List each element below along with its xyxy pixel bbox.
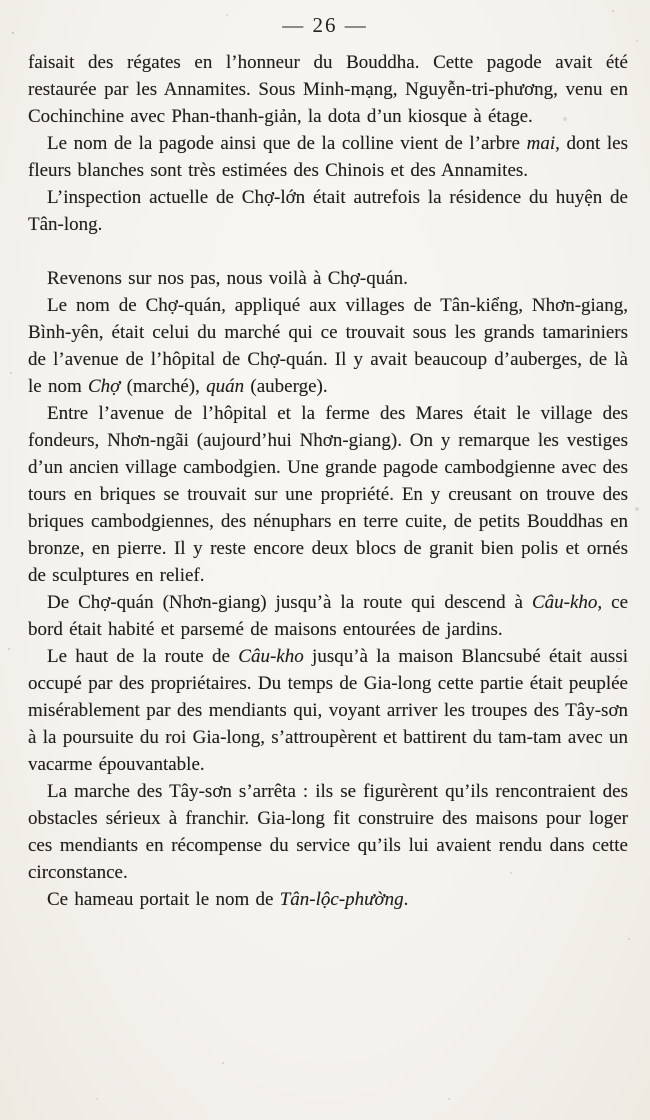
paragraph-4: [28, 265, 628, 292]
text-run: L’inspection actuelle de Chợ-lớn était autrefois la résidence du huyện de Tân-long.: [28, 187, 628, 235]
text-run: ce bord était habité et parsemé de maisons entourées de jardins.: [28, 592, 628, 640]
term-tan-loc-phuong: Tân-lộc-phường: [279, 889, 404, 910]
text-run: La marche des Tây-sơn s’arrêta : ils se figurèrent qu’ils rencontraient des obstacles sérieux à franchir. Gia-long fit construire des maisons pour loger ces mendiants en récompense du service qu’ils lui avaient rendu dans cette circonstance.: [28, 781, 628, 883]
text-run: De Chợ-quán (Nhơn-giang) jusqu’à la route qui descend à: [47, 592, 532, 613]
text-run: .: [403, 889, 409, 910]
paragraph-7: [28, 589, 628, 643]
term-cau-kho-2: Câu-kho: [238, 646, 304, 667]
text-run: Revenons sur nos pas, nous voilà à Chợ-quán.: [47, 268, 408, 289]
paragraph-8: [28, 643, 628, 778]
paragraph-1: [28, 49, 628, 130]
paragraph-9: [28, 778, 628, 886]
text-run: Le haut de la route de: [47, 646, 239, 667]
term-quan: quán: [206, 376, 245, 397]
term-cho: Chợ: [88, 376, 121, 397]
text-run: dont les fleurs blanches sont très estimées des Chinois et des Annamites.: [28, 133, 629, 181]
text-run: Ce hameau portait le nom de: [47, 889, 280, 910]
term-mai: mai,: [526, 133, 560, 154]
paragraph-6: [28, 400, 628, 589]
text-run: (auberge).: [244, 376, 328, 397]
scan-noise: [0, 0, 2, 2]
text-run: faisait des régates en l’honneur du Bouddha. Cette pagode avait été restaurée par les Annamites. Sous Minh-mạng, Nguyễn-tri-phương, venu en Cochinchine avec Phan-thanh-giản, la dota d’un kiosque à étage.: [28, 52, 628, 127]
paragraph-10: [28, 886, 628, 913]
text-run: Entre l’avenue de l’hôpital et la ferme des Mares était le village des fondeurs, Nhơn-ngãi (aujourd’hui Nhơn-giang). On y remarque les vestiges d’un ancien village cambodgien. Une grande pagode cambodgienne avec des tours en briques se trouvait sur une propriété. En y creusant on trouve des briques cambodgiennes, des nénuphars en terre cuite, de petits Bouddhas en bronze, en pierre. Il y reste encore deux blocs de granit bien polis et ornés de sculptures en relief.: [28, 403, 628, 586]
paragraph-2: [28, 130, 628, 184]
term-cau-kho-1: Câu-kho,: [531, 592, 603, 613]
text-run: Le nom de la pagode ainsi que de la colline vient de l’arbre: [47, 133, 527, 154]
text-run: jusqu’à la maison Blancsubé était aussi occupé par des propriétaires. Du temps de Gia-long cette partie était peuplée misérablement par des mendiants qui, voyant arriver les troupes des Tây-sơn à la poursuite du roi Gia-long, s’attroupèrent et battirent du tam-tam avec un vacarme épouvantable.: [28, 646, 628, 775]
text-block: [28, 49, 628, 913]
text-run: (marché),: [120, 376, 207, 397]
paragraph-5: [28, 292, 628, 400]
text-run: Le nom de Chợ-quán, appliqué aux villages de Tân-kiểng, Nhơn-giang, Bình-yên, était celui du marché qui ce trouvait sous les grands tamariniers de l’avenue de l’hôpital de Chợ-quán. Il y avait beaucoup d’auberges, de là le nom: [28, 295, 628, 397]
paragraph-3: [28, 184, 628, 238]
page-number: — 26 —: [282, 13, 368, 37]
